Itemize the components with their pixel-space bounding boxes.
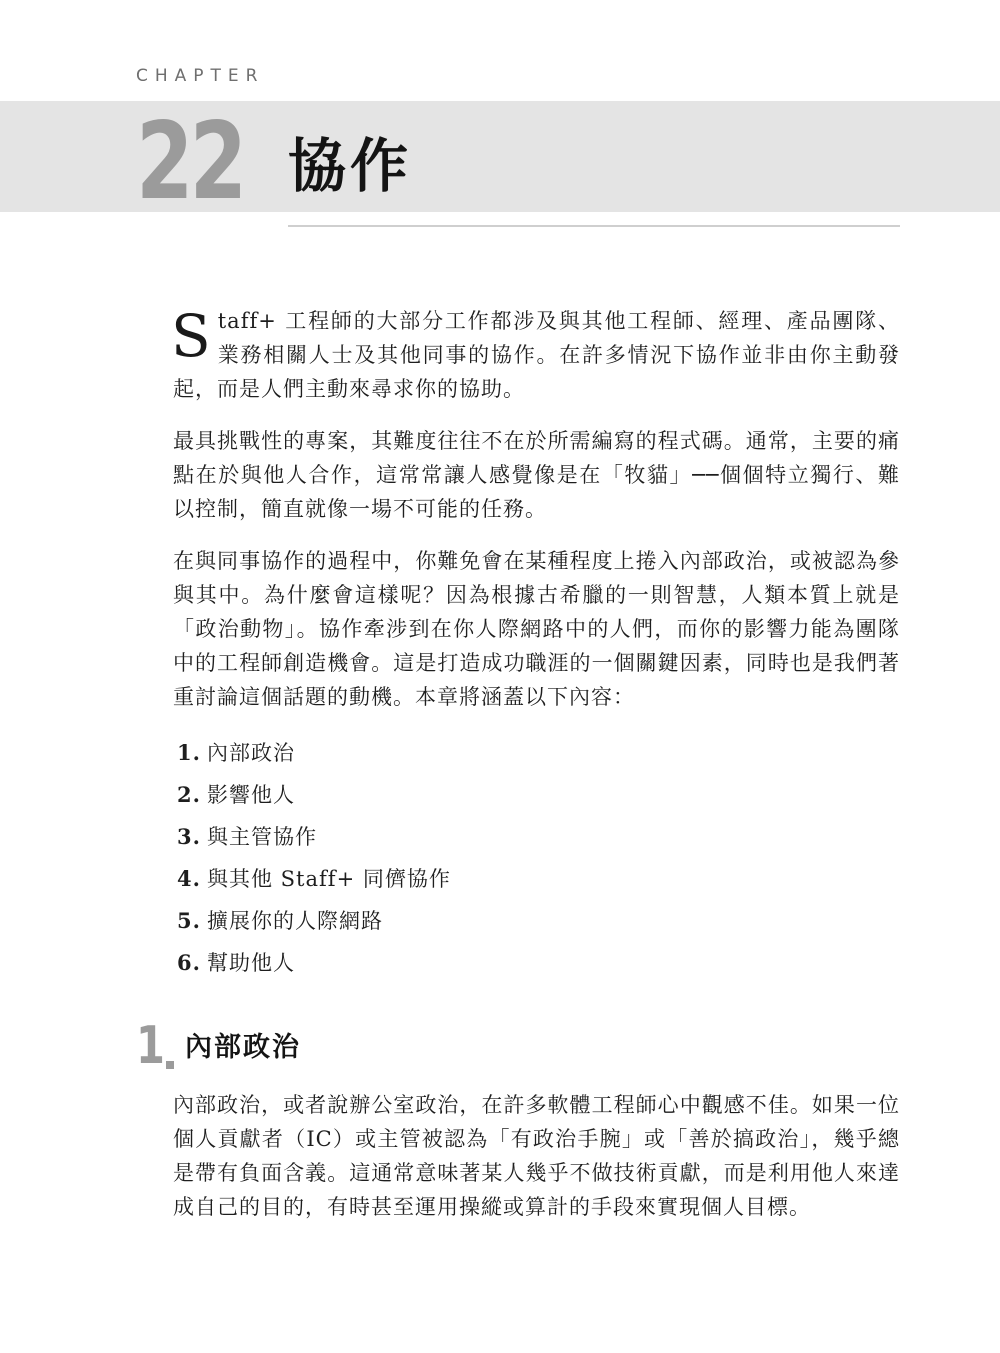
list-item-text: 內部政治 bbox=[207, 741, 295, 765]
list-item bbox=[177, 732, 900, 774]
list-item-number: 6. bbox=[177, 950, 201, 975]
chapter-title-rule bbox=[288, 225, 900, 227]
list-item bbox=[177, 942, 900, 984]
section-title: 內部政治 bbox=[185, 1032, 301, 1063]
list-item-text: 與其他 Staff+ 同儕協作 bbox=[207, 867, 451, 891]
list-item bbox=[177, 816, 900, 858]
intro-paragraph-1-text: taff+ 工程師的大部分工作都涉及與其他工程師、經理、產品團隊、業務相關人士及其他同事的協作。在許多情況下協作並非由你主動發起，而是人們主動來尋求你的協助。 bbox=[173, 309, 900, 401]
chapter-title: 協作 bbox=[288, 132, 413, 200]
list-item-number: 3. bbox=[177, 824, 201, 849]
intro-paragraph-2: 最具挑戰性的專案，其難度往往不在於所需編寫的程式碼。通常，主要的痛點在於與他人合作，這常常讓人感覺像是在「牧貓」──個個特立獨行、難以控制，簡直就像一場不可能的任務。 bbox=[173, 429, 900, 521]
intro-paragraph-3: 在與同事協作的過程中，你難免會在某種程度上捲入內部政治，或被認為參與其中。為什麼會這樣呢？因為根據古希臘的一則智慧，人類本質上就是「政治動物」。協作牽涉到在你人際網路中的人們，而你的影響力能為團隊中的工程師創造機會。這是打造成功職涯的一個關鍵因素，同時也是我們著重討論這個話題的動機。本章將涵蓋以下內容： bbox=[173, 549, 900, 709]
list-item bbox=[177, 858, 900, 900]
list-item bbox=[177, 774, 900, 816]
list-item bbox=[177, 900, 900, 942]
chapter-number: 22 bbox=[136, 100, 244, 223]
list-item-number: 1. bbox=[177, 740, 201, 765]
section-body bbox=[173, 1088, 900, 1242]
list-item-number: 5. bbox=[177, 908, 201, 933]
section-number: 1 bbox=[136, 1016, 165, 1076]
list-item-text: 與主管協作 bbox=[207, 825, 317, 849]
drop-cap: S bbox=[171, 302, 212, 370]
list-item-text: 影響他人 bbox=[207, 783, 295, 807]
chapter-topic-list bbox=[177, 732, 900, 984]
section-number-dot bbox=[166, 1061, 174, 1069]
list-item-number: 2. bbox=[177, 782, 201, 807]
intro-paragraph-1 bbox=[173, 304, 900, 406]
section-paragraph-1: 內部政治，或者說辦公室政治，在許多軟體工程師心中觀感不佳。如果一位個人貢獻者（IC）或主管被認為「有政治手腕」或「善於搞政治」，幾乎總是帶有負面含義。這通常意味著某人幾乎不做技術貢獻，而是利用他人來達成自己的目的，有時甚至運用操縱或算計的手段來實現個人目標。 bbox=[173, 1093, 900, 1219]
list-item-text: 擴展你的人際網路 bbox=[207, 909, 383, 933]
list-item-text: 幫助他人 bbox=[207, 951, 295, 975]
list-item-number: 4. bbox=[177, 866, 201, 891]
chapter-label: CHAPTER bbox=[136, 66, 265, 86]
chapter-intro bbox=[173, 304, 900, 984]
